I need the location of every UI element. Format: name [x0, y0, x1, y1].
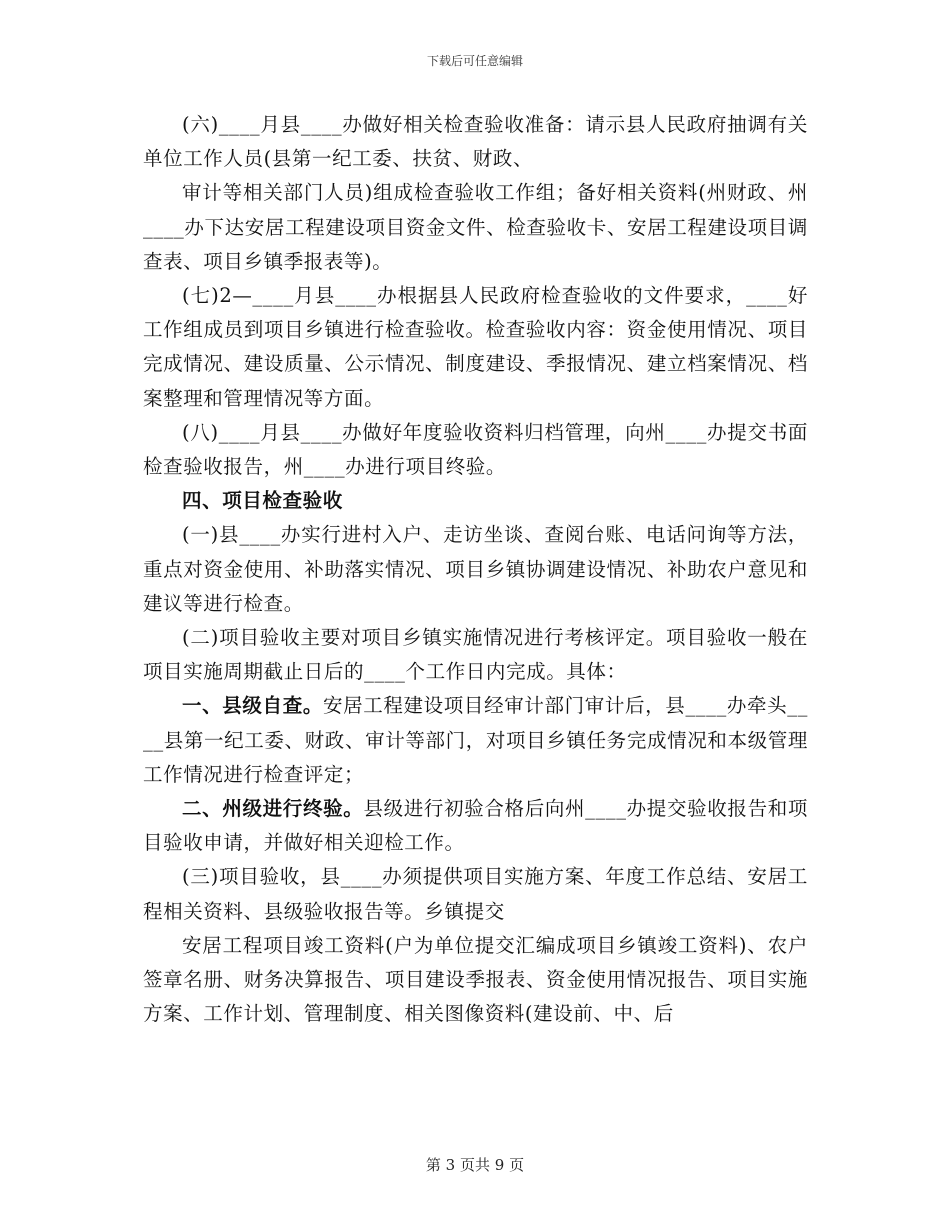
paragraph-county-self-check — [143, 689, 808, 792]
paragraph-body: 安居工程建设项目经审计部门审计后，县____办牵头____县第一纪工委、财政、审计等部门，对项目乡镇任务完成情况和本级管理工作情况进行检查评定； — [143, 694, 808, 786]
page-number: 第 3 页共 9 页 — [425, 1156, 525, 1174]
section-heading-4: 四、项目检查验收 — [182, 489, 343, 513]
paragraph-6-continued: 审计等相关部门人员)组成检查验收工作组；备好相关资料(州财政、州____办下达安居工程建设项目资金文件、检查验收卡、安居工程建设项目调查表、项目乡镇季报表等)。 — [143, 181, 808, 273]
paragraph-lead: 一、县级自查。 — [182, 694, 323, 718]
paragraph-4-1: (一)县____办实行进村入户、走访坐谈、查阅台账、电话问询等方法，重点对资金使用、补助落实情况、项目乡镇协调建设情况、补助农户意见和建议等进行检查。 — [143, 523, 808, 615]
paragraph-body: 县级进行初验合格后向州____办提交验收报告和项目验收申请，并做好相关迎检工作。 — [143, 797, 809, 855]
paragraph-7: (七)2—____月县____办根据县人民政府检查验收的文件要求，____好工作组成员到项目乡镇进行检查验收。检查验收内容：资金使用情况、项目完成情况、建设质量、公示情况、制度建设、季报情况、建立档案情况、档案整理和管理情况等方面。 — [143, 284, 808, 410]
paragraph-state-final-check — [143, 792, 808, 860]
paragraph-8: (八)____月县____办做好年度验收资料归档管理，向州____办提交书面检查验收报告，州____办进行项目终验。 — [143, 420, 808, 479]
paragraph-4-3: (三)项目验收，县____办须提供项目实施方案、年度工作总结、安居工程相关资料、县级验收报告等。乡镇提交 — [143, 865, 808, 923]
document-body — [143, 108, 808, 1031]
paragraph-4-2: (二)项目验收主要对项目乡镇实施情况进行考核评定。项目验收一般在项目实施周期截止日后的____个工作日内完成。具体： — [143, 626, 808, 684]
paragraph-4-3-continued: 安居工程项目竣工资料(户为单位提交汇编成项目乡镇竣工资料)、农户签章名册、财务决算报告、项目建设季报表、资金使用情况报告、项目实施方案、工作计划、管理制度、相关图像资料(建设前、中、后 — [143, 933, 808, 1026]
paragraph-lead: 二、州级进行终验。 — [182, 797, 364, 821]
page-header: 下载后可任意编辑 — [426, 54, 523, 68]
paragraph-6: (六)____月县____办做好相关检查验收准备：请示县人民政府抽调有关单位工作人员(县第一纪工委、扶贫、财政、 — [143, 113, 808, 171]
